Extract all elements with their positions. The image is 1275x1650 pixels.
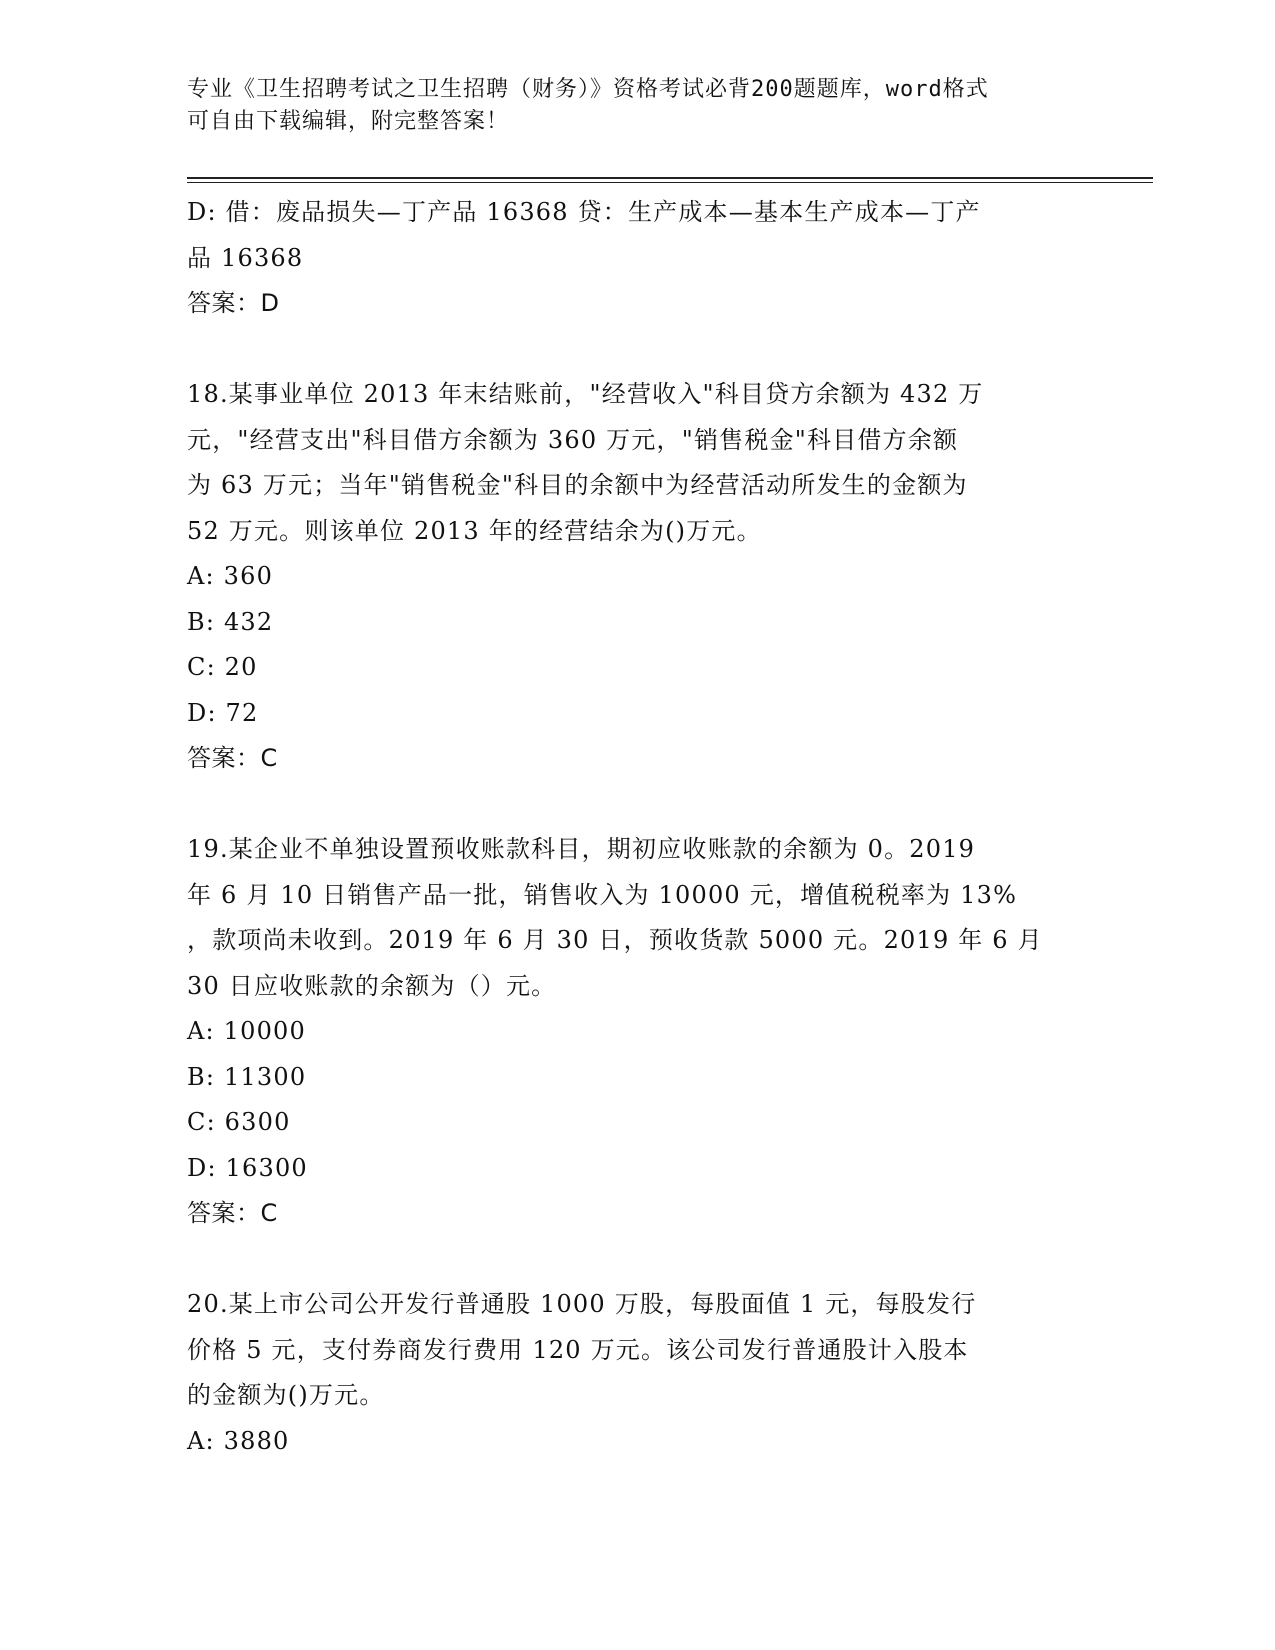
header-divider-thin	[187, 182, 1153, 183]
spacer	[187, 782, 1087, 828]
q18-option-a: A: 360	[187, 562, 274, 590]
spacer	[187, 1237, 1087, 1283]
header-divider-thick	[187, 177, 1153, 179]
question-17-tail	[187, 190, 1087, 327]
q17-answer: 答案：D	[187, 289, 280, 317]
q19-option-a: A: 10000	[187, 1017, 306, 1045]
q18-stem-line-4: 52 万元。则该单位 2013 年的经营结余为()万元。	[187, 516, 762, 545]
q17-option-d-line-1: D: 借：废品损失—丁产品 16368 贷：生产成本—基本生产成本—丁产	[187, 198, 981, 226]
q19-option-d: D: 16300	[187, 1153, 308, 1182]
q18-option-c: C: 20	[187, 653, 258, 681]
question-19	[187, 827, 1087, 1237]
q20-stem-line-2: 价格 5 元，支付券商发行费用 120 万元。该公司发行普通股计入股本	[187, 1335, 969, 1364]
q19-option-b: B: 11300	[187, 1062, 307, 1091]
q19-stem-line-1: 19.某企业不单独设置预收账款科目，期初应收账款的余额为 0。2019	[187, 835, 976, 863]
document-body	[187, 190, 1087, 1464]
q18-option-b: B: 432	[187, 607, 274, 636]
spacer	[187, 327, 1087, 373]
page-header	[187, 74, 1067, 138]
q19-answer: 答案：C	[187, 1199, 278, 1227]
header-title-line-2: 可自由下载编辑，附完整答案！	[187, 109, 510, 134]
q19-stem-line-4: 30 日应收账款的余额为（）元。	[187, 971, 557, 1000]
q18-stem-line-2: 元，"经营支出"科目借方余额为 360 万元，"销售税金"科目借方余额	[187, 425, 959, 454]
q18-option-d: D: 72	[187, 698, 259, 727]
question-18	[187, 372, 1087, 782]
q20-option-a: A: 3880	[187, 1426, 290, 1455]
q18-stem-line-1: 18.某事业单位 2013 年末结账前，"经营收入"科目贷方余额为 432 万	[187, 380, 984, 408]
header-title-line-1: 专业《卫生招聘考试之卫生招聘（财务）》资格考试必背200题题库，word格式	[187, 77, 989, 102]
question-20	[187, 1282, 1087, 1464]
q18-stem-line-3: 为 63 万元；当年"销售税金"科目的余额中为经营活动所发生的金额为	[187, 471, 968, 499]
q20-stem-line-3: 的金额为()万元。	[187, 1381, 385, 1409]
q19-option-c: C: 6300	[187, 1108, 291, 1136]
q19-stem-line-3: ，款项尚未收到。2019 年 6 月 30 日，预收货款 5000 元。2019 年 6 月	[187, 926, 1043, 954]
q18-answer: 答案：C	[187, 744, 278, 772]
q20-stem-line-1: 20.某上市公司公开发行普通股 1000 万股，每股面值 1 元，每股发行	[187, 1290, 977, 1318]
q19-stem-line-2: 年 6 月 10 日销售产品一批，销售收入为 10000 元，增值税税率为 13%	[187, 880, 1018, 909]
q17-option-d-line-2: 品 16368	[187, 243, 304, 272]
